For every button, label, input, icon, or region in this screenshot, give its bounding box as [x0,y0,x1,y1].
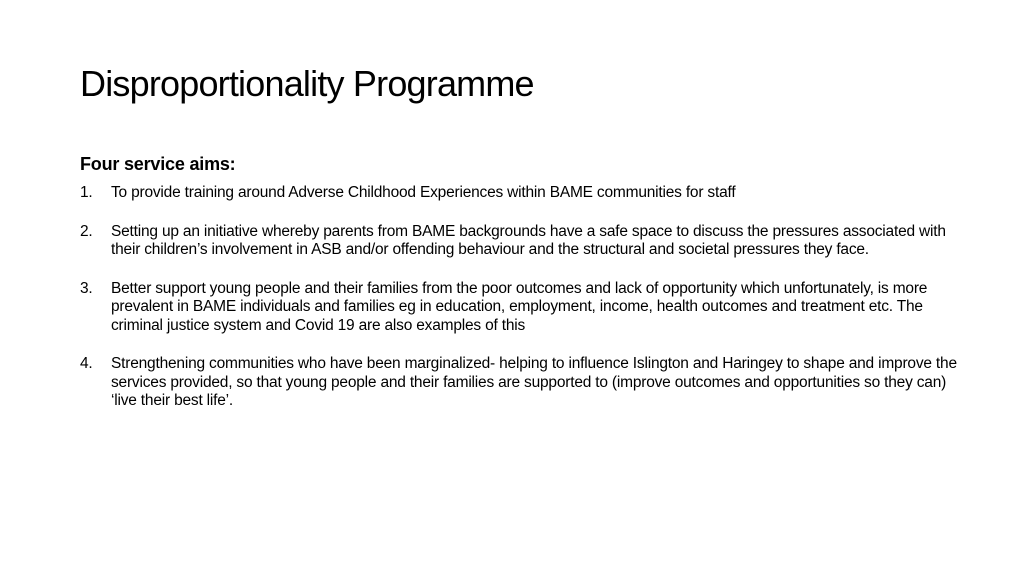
service-aims-list [80,184,960,411]
service-aim-item [80,223,960,260]
aim-text: To provide training around Adverse Childhood Experiences within BAME communities for staff [111,184,736,201]
aim-text: Better support young people and their families from the poor outcomes and lack of opportunity which unfortunately, is more prevalent in BAME individuals and families eg in education, employment, income, health outcomes and treatment etc. The criminal justice system and Covid 19 are also examples of this [111,279,928,334]
service-aim-item [80,355,960,411]
aim-number: 1. [80,184,93,201]
aim-text: Strengthening communities who have been marginalized- helping to influence Islington and Haringey to shape and improve the services provided, so that young people and their families are supported to (improve outcomes and opportunities so they can) ‘live their best life’. [111,355,957,409]
aim-number: 2. [80,222,93,240]
slide-body [80,150,960,431]
aim-number: 4. [80,355,93,372]
aim-number: 3. [80,279,93,297]
aim-text: Setting up an initiative whereby parents from BAME backgrounds have a safe space to discuss the pressures associated with their children’s involvement in ASB and/or offending behaviour and the structural and societal pressures they face. [111,222,946,258]
slide-title: Disproportionality Programme [80,63,534,104]
service-aim-item [80,280,960,336]
service-aim-item [80,184,960,203]
service-aims-heading: Four service aims: [80,154,236,174]
